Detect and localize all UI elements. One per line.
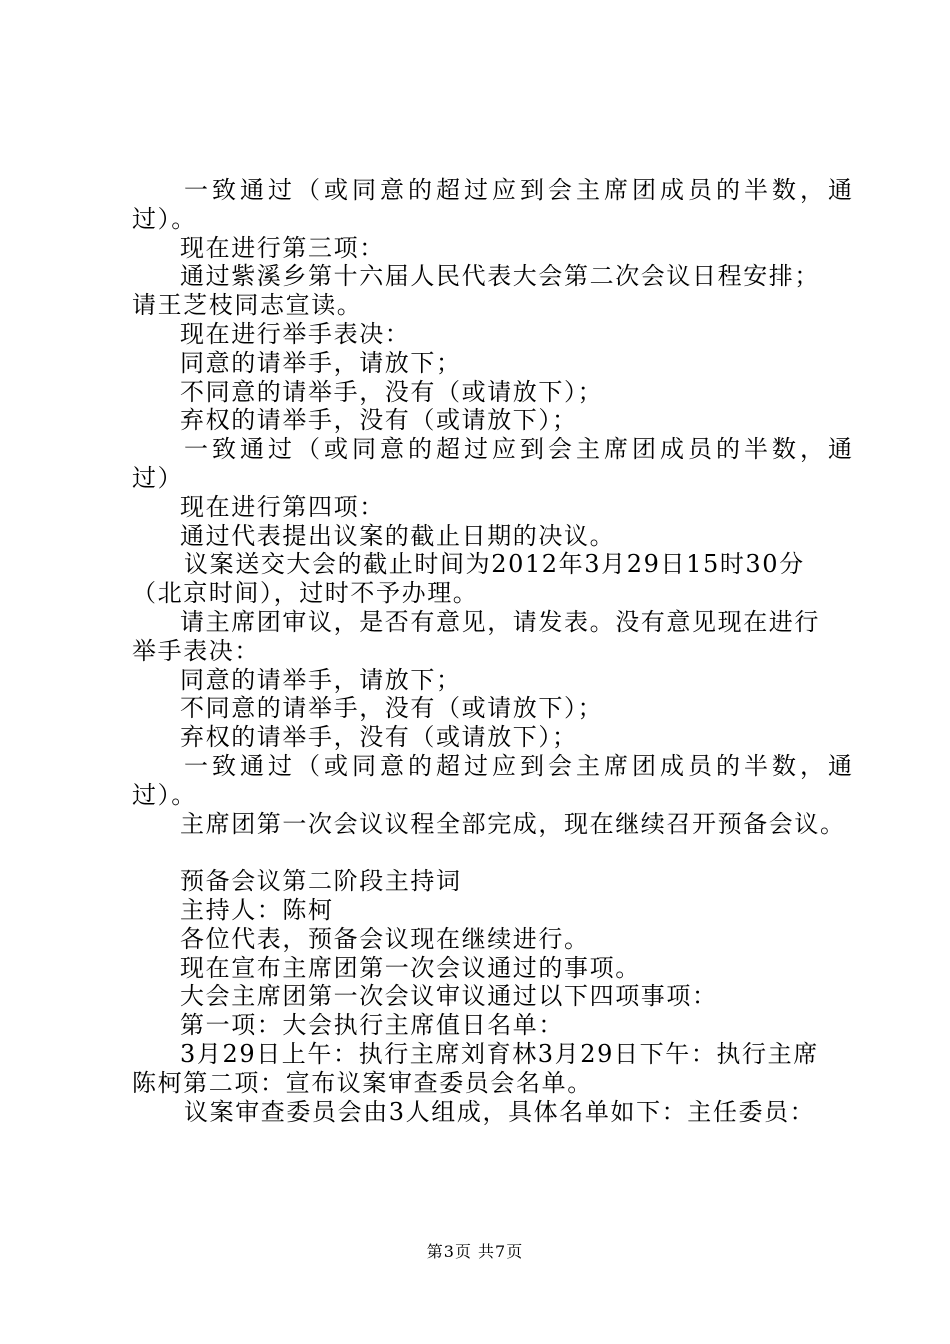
text-line: 弃权的请举手，没有（或请放下）； — [180, 723, 578, 752]
text-line: 过） — [132, 463, 184, 492]
text-line: 不同意的请举手，没有（或请放下）； — [180, 694, 604, 723]
text-line: 同意的请举手，请放下； — [180, 665, 462, 694]
document-body — [132, 176, 856, 1126]
page-number-footer: 第3页 共7页 — [426, 1242, 524, 1261]
text-line: 通过代表提出议案的截止日期的决议。 — [180, 521, 616, 550]
text-line: 一致通过（或同意的超过应到会主席团成员的半数，通 — [184, 176, 856, 204]
text-line: 不同意的请举手，没有（或请放下）； — [180, 377, 604, 406]
paragraph-gap — [132, 838, 832, 867]
text-line: 请王芝枝同志宣读。 — [132, 291, 363, 320]
text-line: 陈柯第二项：宣布议案审查委员会名单。 — [132, 1068, 593, 1097]
text-line: 现在宣布主席团第一次会议通过的事项。 — [180, 953, 641, 982]
text-line: 主席团第一次会议议程全部完成，现在继续召开预备会议。 — [180, 809, 846, 838]
text-line: 过）。 — [132, 204, 197, 233]
text-line: 同意的请举手，请放下； — [180, 348, 462, 377]
text-line: 现在进行举手表决： — [180, 319, 411, 348]
text-line: 现在进行第四项： — [180, 492, 385, 521]
text-line: 议案审查委员会由3人组成，具体名单如下：主任委员： — [184, 1097, 816, 1126]
text-line: 过）。 — [132, 780, 197, 809]
text-line: 议案送交大会的截止时间为2012年3月29日15时30分 — [184, 550, 805, 579]
text-line: （北京时间），过时不予办理。 — [132, 579, 479, 608]
text-line: 一致通过（或同意的超过应到会主席团成员的半数，通 — [184, 751, 856, 780]
text-line: 3月29日上午：执行主席刘育林3月29日下午：执行主席 — [180, 1039, 819, 1068]
text-line: 请主席团审议，是否有意见，请发表。没有意见现在进行 — [180, 607, 820, 636]
text-line: 弃权的请举手，没有（或请放下）； — [180, 406, 578, 435]
text-line: 现在进行第三项： — [180, 233, 385, 262]
text-line: 第一项：大会执行主席值日名单： — [180, 1011, 564, 1040]
text-line: 大会主席团第一次会议审议通过以下四项事项： — [180, 982, 718, 1011]
text-line: 各位代表，预备会议现在继续进行。 — [180, 924, 590, 953]
text-line: 举手表决： — [132, 636, 260, 665]
text-line: 通过紫溪乡第十六届人民代表大会第二次会议日程安排； — [180, 262, 820, 291]
section-heading: 预备会议第二阶段主持词 — [180, 867, 462, 896]
text-line: 一致通过（或同意的超过应到会主席团成员的半数，通 — [184, 435, 856, 464]
text-line: 主持人：陈柯 — [180, 895, 334, 924]
